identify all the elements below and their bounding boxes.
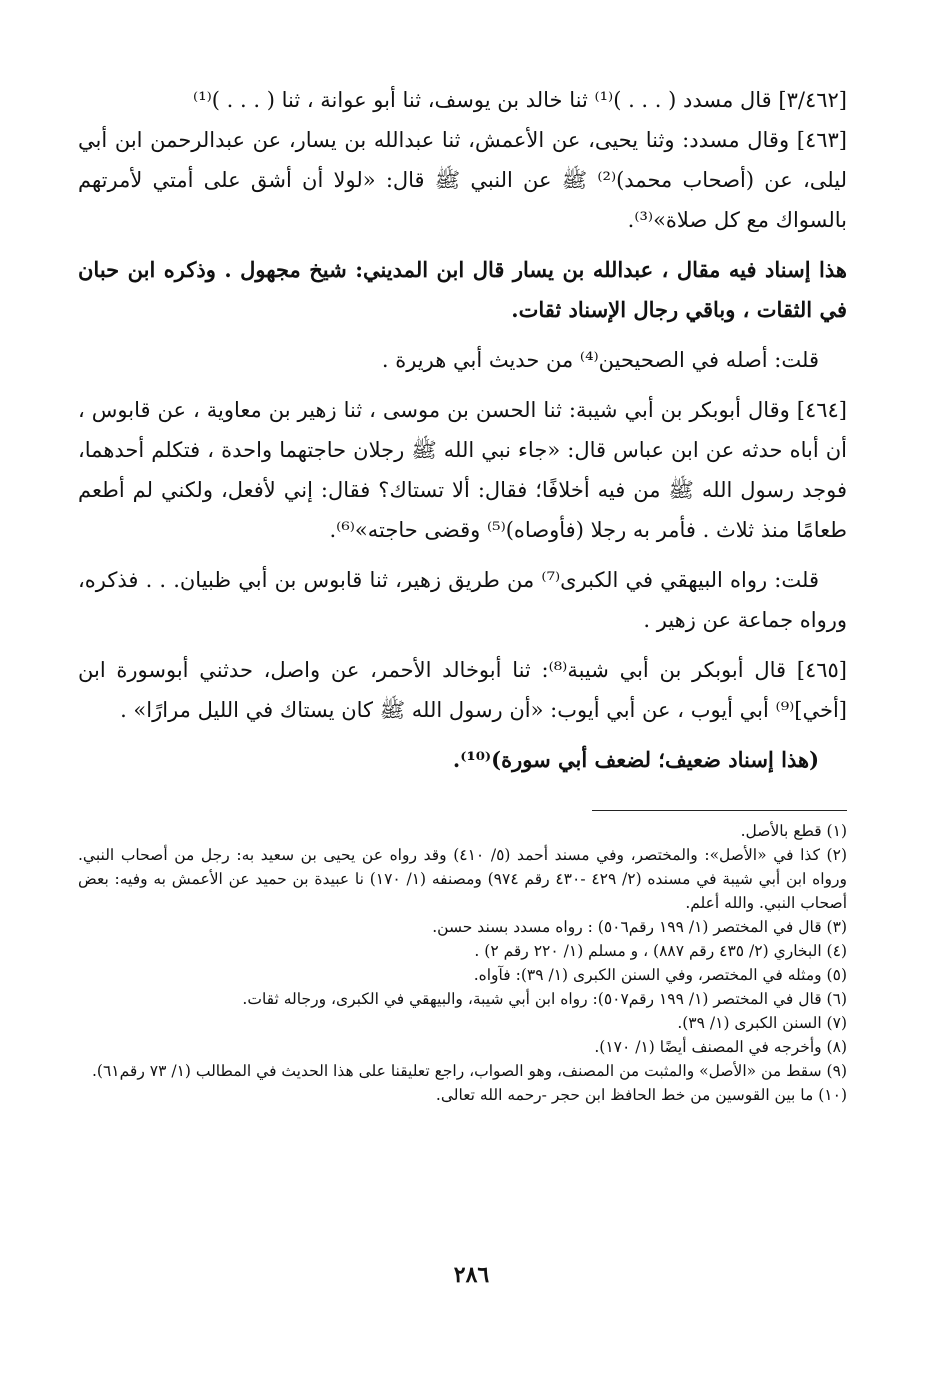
footnotes (78, 819, 847, 1107)
isnad-commentary: هذا إسناد فيه مقال ، عبدالله بن يسار قال ابن المديني: شيخ مجهول . وذكره ابن حبان في الثقات ، وباقي رجال الإسناد ثقات. (78, 257, 847, 322)
hadith-entry-464: [٤٦٤] وقال أبوبكر بن أبي شيبة: ثنا الحسن بن موسى ، ثنا زهير بن معاوية ، عن قابوس ، أن أباه حدثه عن ابن عباس قال: «جاء نبي الله ﷺ رجلان حاجتهما واحدة ، فتكلم أحدهما، فوجد رسول الله ﷺ من فيه أخلافًا؛ فقال: ألا تستاك؟ فقال: إني لأفعل، ولكني لم أطعم طعامًا منذ ثلاث . فأمر به رجلا (فأوصاه)⁽⁵⁾ وقضى حاجته»⁽⁶⁾. (78, 398, 847, 542)
isnad-commentary: (هذا إسناد ضعيف؛ لضعف أبي سورة)⁽¹⁰⁾. (452, 747, 819, 772)
footnote-1: (١) قطع بالأصل. (740, 822, 847, 840)
page-number: ٢٨٦ (453, 1262, 490, 1288)
footnote-9: (٩) سقط من «الأصل» والمثبت من المصنف، وهو الصواب، راجع تعليقنا على هذا الحديث في المطالب (١/ ٧٣ رقم٦١). (91, 1062, 847, 1080)
footnote-10: (١٠) ما بين القوسين من خط الحافظ ابن حجر -رحمه الله تعالى. (435, 1086, 847, 1104)
author-note: قلت: أصله في الصحيحين⁽⁴⁾ من حديث أبي هريرة . (381, 348, 819, 372)
footnote-5: (٥) ومثله في المختصر، وفي السنن الكبرى (١/ ٣٩): فآواه. (473, 966, 847, 984)
main-text (78, 80, 847, 780)
footnote-4: (٤) البخاري (٢/ ٤٣٥ رقم ٨٨٧) ، و مسلم (١/ ٢٢٠ رقم ٢) . (474, 942, 847, 960)
footnote-7: (٧) السنن الكبرى (١/ ٣٩). (677, 1014, 847, 1032)
author-note: قلت: رواه البيهقي في الكبرى⁽⁷⁾ من طريق زهير، ثنا قابوس بن أبي ظبيان. . . فذكره، ورواه جماعة عن زهير . (78, 568, 847, 632)
hadith-entry-465: [٤٦٥] قال أبوبكر بن أبي شيبة⁽⁸⁾: ثنا أبوخالد الأحمر، عن واصل، حدثني أبوسورة ابن [أخي]⁽⁹⁾ أبي أيوب ، عن أبي أيوب: «أن رسول الله ﷺ كان يستاك في الليل مرارًا» . (78, 658, 847, 722)
hadith-entry-462: [٣/٤٦٢] قال مسدد ( . . . )⁽¹⁾ ثنا خالد بن يوسف، ثنا أبو عوانة ، ثنا ( . . . )⁽¹⁾ (193, 88, 847, 112)
footnote-separator (592, 810, 847, 811)
hadith-entry-463: [٤٦٣] وقال مسدد: وثنا يحيى، عن الأعمش، ثنا عبدالله بن يسار، عن عبدالرحمن ابن أبي ليلى، عن (أصحاب محمد)⁽²⁾ ﷺ عن النبي ﷺ قال: «لولا أن أشق على أمتي لأمرتهم بالسواك مع كل صلاة»⁽³⁾. (78, 128, 847, 232)
footnote-2: (٢) كذا في «الأصل»: والمختصر، وفي مسند أحمد (٥/ ٤١٠) وقد رواه عن يحيى بن سعيد به: رجل من أصحاب النبي. ورواه ابن أبي شيبة في مسنده (٢/ ٤٢٩ -٤٣٠ رقم ٩٧٤) ومصنفه (١/ ١٧٠) نا عبيدة بن حميد عن الأعمش به وفيه: بعض أصحاب النبي. والله أعلم. (78, 846, 847, 912)
footnote-6: (٦) قال في المختصر (١/ ١٩٩ رقم٥٠٧): رواه ابن أبي شيبة، والبيهقي في الكبرى، ورجاله ثقات. (242, 990, 847, 1008)
footnote-8: (٨) وأخرجه في المصنف أيضًا (١/ ١٧٠). (594, 1038, 847, 1056)
footnote-3: (٣) قال في المختصر (١/ ١٩٩ رقم٥٠٦) : رواه مسدد بسند حسن. (432, 918, 847, 936)
